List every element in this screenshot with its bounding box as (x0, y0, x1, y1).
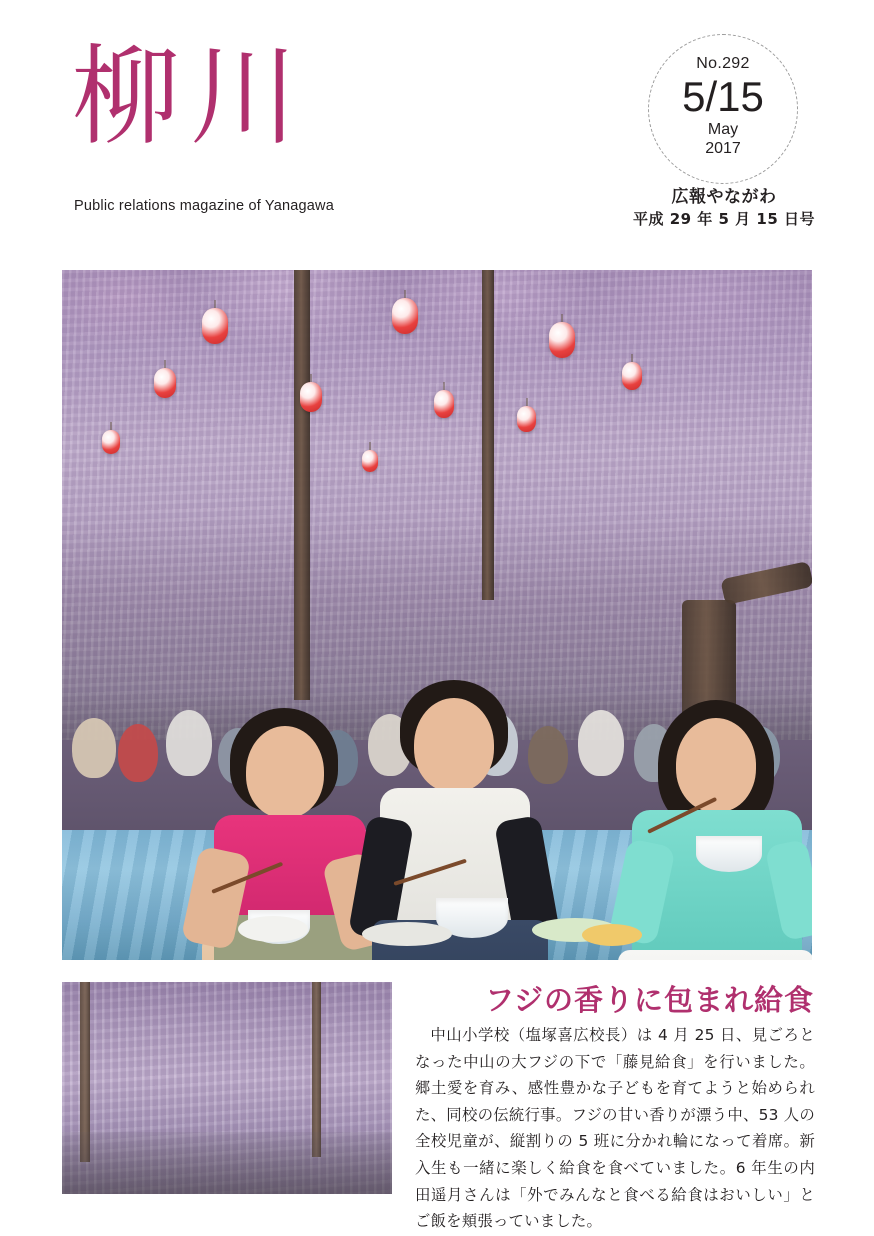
crowd-figure (578, 710, 624, 776)
child-face (414, 698, 494, 792)
lunch-tray (362, 922, 452, 946)
article-photo (62, 982, 392, 1194)
publication-subtitle: Public relations magazine of Yanagawa (74, 198, 334, 214)
trellis-post (482, 270, 494, 600)
paper-lantern (362, 450, 378, 472)
rice-bowl (696, 836, 762, 872)
masthead (0, 0, 874, 252)
paper-lantern (434, 390, 454, 418)
japanese-issue-date: 平成 29 年 5 月 15 日号 (632, 210, 816, 228)
child-skirt (618, 950, 812, 960)
paper-lantern (392, 298, 418, 334)
trellis-post (312, 982, 321, 1157)
article-paragraph: 中山小学校（塩塚喜広校長）は 4 月 25 日、見ごろとなった中山の大フジの下で「藤見給食」を行いました。郷土愛を育み、感性豊かな子どもを育てようと始められた、同校の伝統行事。フジの甘い香りが漂う中、53 人の全校児童が、縦割りの 5 班に分かれ輪になって着席。新入生も一緒に楽しく給食を食べていました。6 年生の内田遥月さんは「外でみんなと食べる給食はおいしい」とご飯を頬張っていました。 (415, 1026, 815, 1231)
japanese-publication-title: 広報やながわ (671, 187, 777, 207)
paper-lantern (300, 382, 322, 412)
lunch-tray (238, 916, 308, 942)
crowd-figure (166, 710, 212, 776)
child-face (246, 726, 324, 818)
crowd-figure (528, 726, 568, 784)
issue-number: No.292 (696, 55, 750, 72)
trellis-post (294, 270, 310, 700)
ground-crowd (62, 1132, 392, 1194)
issue-date: 5/15 (682, 73, 764, 120)
issue-year: 2017 (705, 140, 741, 157)
paper-lantern (102, 430, 120, 454)
cover-photo (62, 270, 812, 960)
issue-month: May (707, 121, 739, 138)
paper-lantern (202, 308, 228, 344)
crowd-figure (118, 724, 158, 782)
article-body (415, 1022, 815, 1235)
issue-date-stamp (648, 34, 798, 184)
paper-lantern (154, 368, 176, 398)
paper-lantern (549, 322, 575, 358)
publication-logo-title: 柳川 (72, 35, 309, 160)
crowd-figure (72, 718, 116, 778)
paper-lantern (517, 406, 536, 432)
article-headline: フジの香りに包まれ給食 (485, 983, 814, 1017)
soup-bowl (582, 924, 642, 946)
paper-lantern (622, 362, 642, 390)
cover-photo-illustration (62, 270, 812, 960)
